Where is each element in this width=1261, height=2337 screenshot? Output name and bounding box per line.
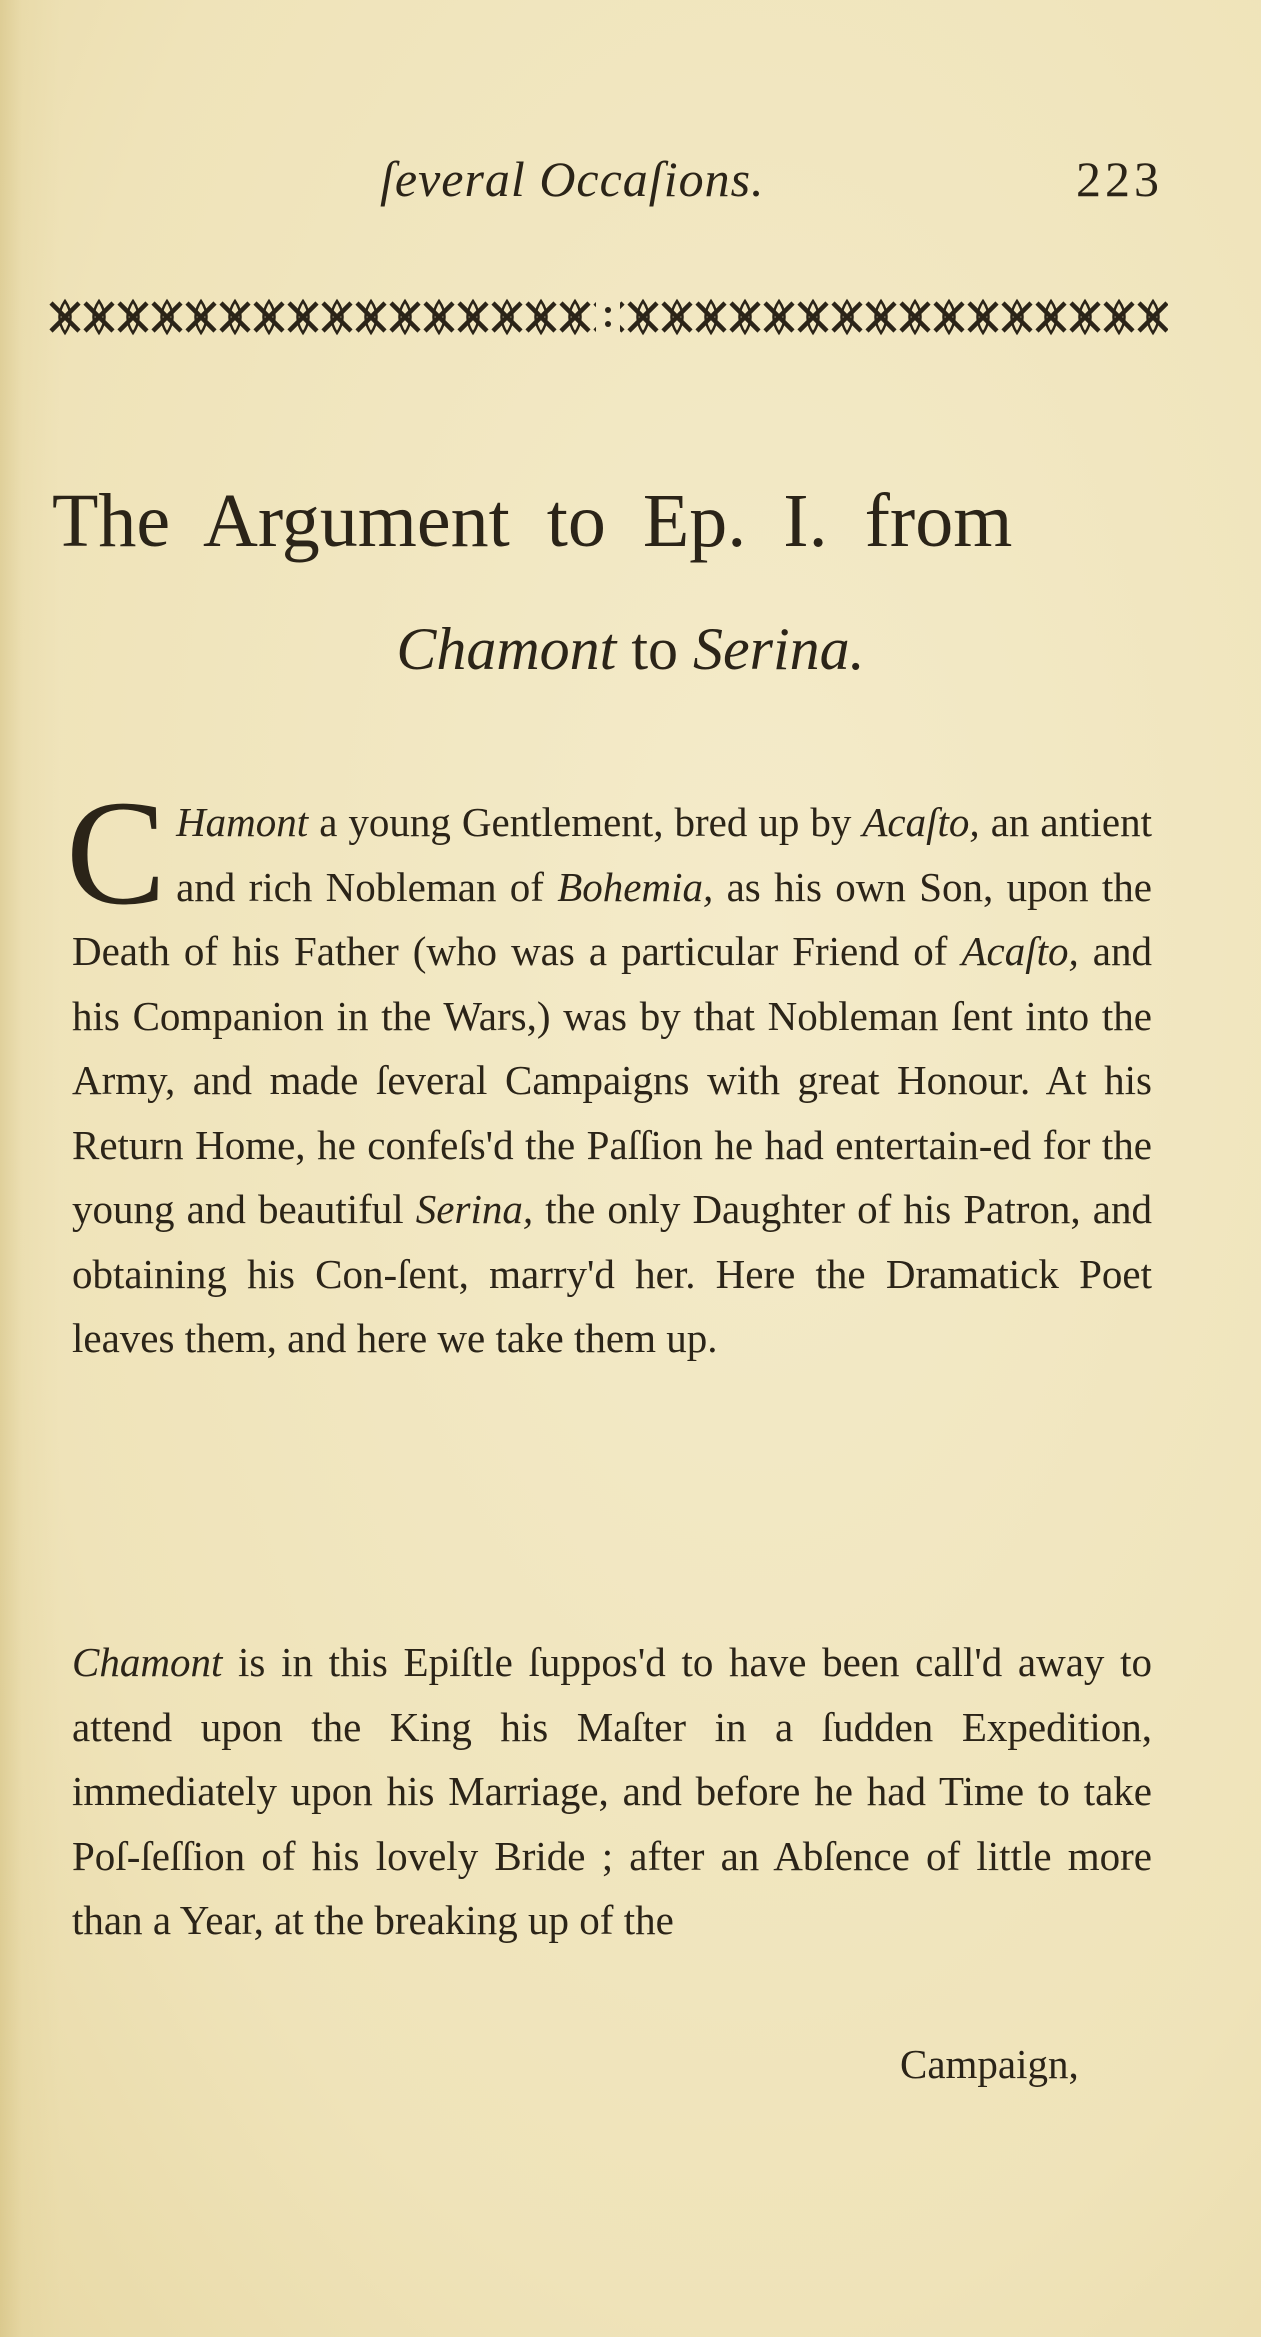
name-acasto: Acaſto, xyxy=(862,799,980,845)
catchword: Campaign, xyxy=(900,2041,1079,2087)
drop-cap: C xyxy=(66,770,167,936)
text-segment: an antient and rich Nobleman of xyxy=(176,799,1152,910)
text-segment: the only Daughter of his Patron, and obtaining his Con-ſent, marry'd her. Here the Dramatick Poet leaves them, and here we take them up. xyxy=(72,1186,1152,1361)
text-segment: is in this Epiſtle ſuppos'd to have been call'd away to attend upon the King his Maſter in a ſudden Expedition, immediately upon his Marriage, and before he had Time to take Poſ-ſeſſion of his lovely Bride ; after an Abſence of little more than a Year, at the breaking up of the xyxy=(72,1639,1152,1943)
argument-paragraph-1 xyxy=(66,770,1152,1371)
name-hamont: Hamont xyxy=(176,799,309,845)
name-acasto: Acaſto, xyxy=(961,928,1079,974)
name-serina: Serina, xyxy=(415,1186,534,1232)
argument-paragraph-2 xyxy=(72,1630,1152,1953)
title-name-chamont: Chamont xyxy=(396,616,617,682)
running-head: ſeveral Occaſions. xyxy=(380,151,765,207)
name-chamont: Chamont xyxy=(72,1639,223,1685)
title-name-serina: Serina. xyxy=(693,616,865,682)
title-line-2 xyxy=(0,615,1261,684)
text-segment: and his Companion in the Wars,) was by that Nobleman ſent into the Army, and made ſeveral Campaigns with great Honour. At his Return Home, he confeſs'd the Paſſion he had entertain-ed for the young and beautiful xyxy=(72,928,1152,1232)
text-segment: a young Gentlement, bred up by xyxy=(308,799,863,845)
title-line-1: The Argument to Ep. I. from xyxy=(52,479,1013,563)
name-bohemia: Bohemia, xyxy=(557,863,714,910)
page-number: 223 xyxy=(1076,151,1163,207)
title-connector: to xyxy=(616,616,694,682)
ornamental-border xyxy=(48,296,1168,338)
text-segment: as his own Son, upon the Death of his Father (who was a particular Friend of xyxy=(72,863,1152,974)
